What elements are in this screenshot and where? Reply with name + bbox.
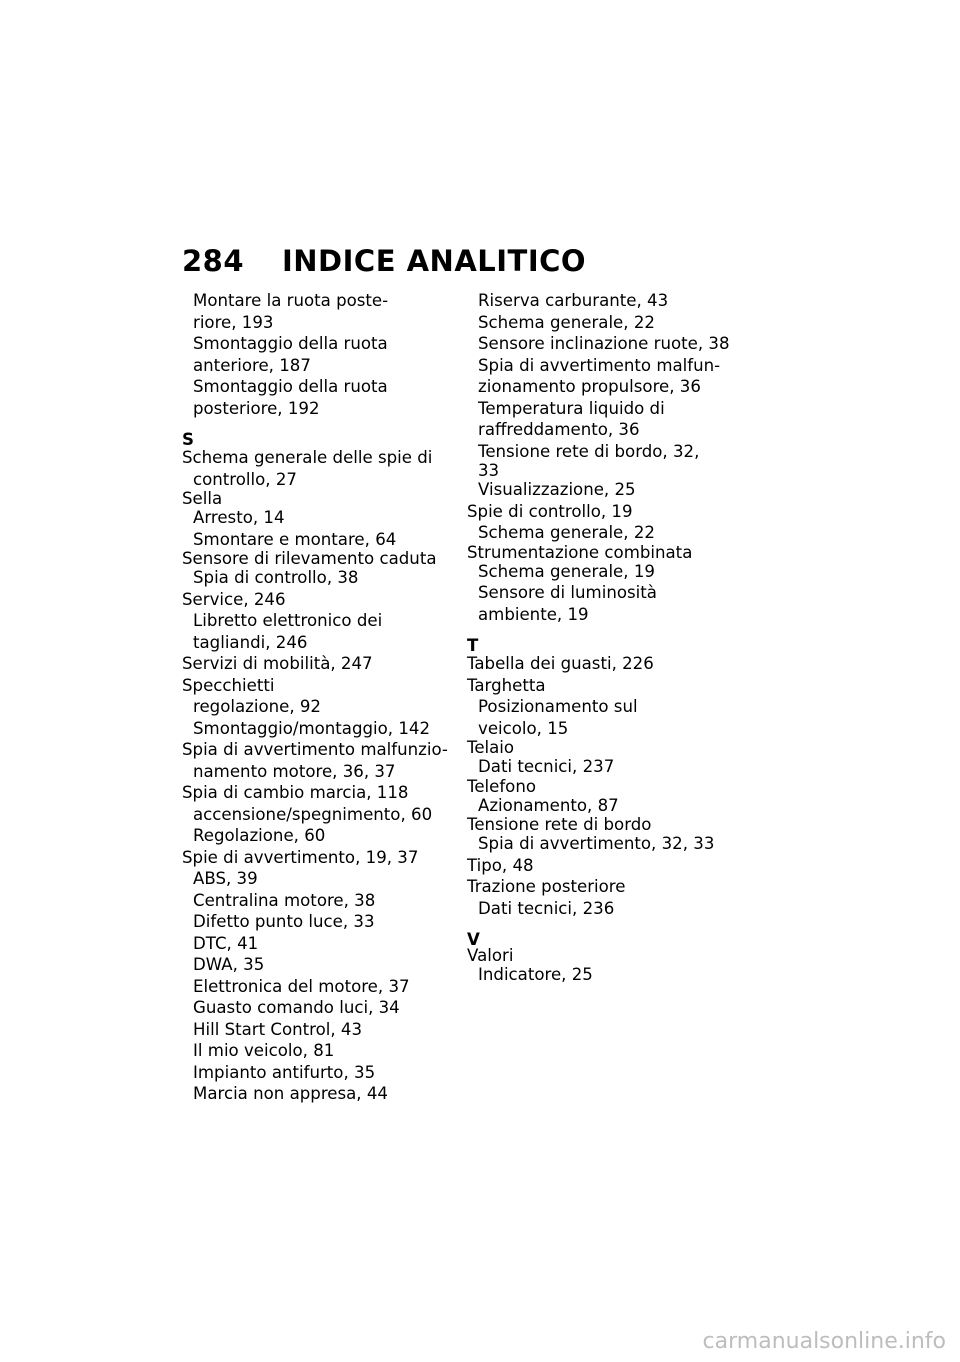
index-subentry: Difetto punto luce, 33 [193,912,375,931]
index-entry: Schema generale delle spie di [182,448,433,467]
index-subentry: Arresto, 14 [193,508,285,527]
index-subentry: Indicatore, 25 [478,965,593,984]
index-subentry: Sensore inclinazione ruote, 38 [478,334,730,353]
index-subentry: Visualizzazione, 25 [478,480,636,499]
index-subentry: Impianto antifurto, 35 [193,1062,376,1082]
index-subentry: Sensore di luminosità [478,583,657,602]
index-entry: Servizi di mobilità, 247 [182,654,373,673]
index-subentry: Azionamento, 87 [478,795,619,815]
index-entry: Service, 246 [182,589,286,609]
index-column-left [182,290,457,1105]
index-subentry: zionamento propulsore, 36 [478,377,701,396]
index-subentry: Il mio veicolo, 81 [193,1041,335,1060]
index-subentry: riore, 193 [193,312,274,332]
index-subentry: Spia di avvertimento, 32, 33 [478,834,715,853]
index-subentry: Smontaggio/montaggio, 142 [193,718,431,738]
index-section-letter: T [467,636,479,655]
index-subentry: Temperatura liquido di [478,398,665,418]
index-subentry: DTC, 41 [193,933,259,953]
index-entry: Spia di cambio marcia, 118 [182,783,409,802]
index-subentry: Smontaggio della ruota [193,334,388,353]
index-entry: Tipo, 48 [467,855,534,875]
watermark-text: carmanualsonline.info [702,1329,946,1354]
index-entry: Sensore di rilevamento caduta [182,549,437,568]
index-subentry: accensione/spegnimento, 60 [193,804,433,824]
index-subentry: Spia di controllo, 38 [193,568,359,587]
index-subentry: ambiente, 19 [478,604,589,624]
index-subentry: Schema generale, 22 [478,523,655,542]
index-subentry: Montare la ruota poste- [193,291,389,310]
index-section-letter: V [467,930,480,949]
index-subentry: Dati tecnici, 236 [478,898,615,918]
page-title: INDICE ANALITICO [282,244,587,278]
index-entry: Trazione posteriore [467,877,626,896]
index-entry: Strumentazione combinata [467,542,693,562]
index-subentry: anteriore, 187 [193,355,311,375]
index-entry: Tabella dei guasti, 226 [467,654,654,673]
index-subentry: 33 [478,461,500,480]
index-subentry: Marcia non appresa, 44 [193,1084,388,1103]
index-subentry: Centralina motore, 38 [193,890,376,910]
index-entry: Specchietti [182,675,275,695]
index-subentry: Smontaggio della ruota [193,377,388,396]
page-header [182,244,586,278]
index-subentry: ABS, 39 [193,869,258,888]
index-subentry: Schema generale, 22 [478,312,655,332]
index-entry: Telefono [467,776,537,796]
index-entry: Spia di avvertimento malfunzio- [182,740,448,759]
index-entry: Telaio [467,738,515,757]
index-subentry: Hill Start Control, 43 [193,1019,363,1039]
index-section-letter: S [182,430,194,449]
index-subentry: Elettronica del motore, 37 [193,976,410,996]
index-entry: Tensione rete di bordo [467,815,652,834]
index-entry: Targhetta [467,675,546,695]
index-subentry: regolazione, 92 [193,697,321,716]
index-subentry: Schema generale, 19 [478,561,655,581]
page-number: 284 [182,244,245,278]
index-subentry: raffreddamento, 36 [478,420,640,439]
index-subentry: namento motore, 36, 37 [193,761,396,781]
index-subentry: Spia di avvertimento malfun- [478,355,721,375]
index-subentry: Tensione rete di bordo, 32, [478,441,700,461]
index-subentry: DWA, 35 [193,955,265,974]
index-entry: Spie di avvertimento, 19, 37 [182,847,419,867]
index-column-right [467,290,742,986]
index-entry: Spie di controllo, 19 [467,501,633,521]
index-subentry: Dati tecnici, 237 [478,757,615,776]
index-subentry: Smontare e montare, 64 [193,529,397,549]
index-entry: Valori [467,946,514,965]
index-subentry: Regolazione, 60 [193,826,326,845]
index-subentry: posteriore, 192 [193,398,320,418]
index-subentry: Posizionamento sul [478,697,638,716]
index-entry: Sella [182,489,223,508]
index-subentry: Riserva carburante, 43 [478,291,669,310]
index-subentry: controllo, 27 [193,469,297,489]
index-subentry: Libretto elettronico dei [193,611,383,630]
index-subentry: veicolo, 15 [478,718,569,738]
index-subentry: Guasto comando luci, 34 [193,998,400,1017]
index-subentry: tagliandi, 246 [193,632,308,652]
